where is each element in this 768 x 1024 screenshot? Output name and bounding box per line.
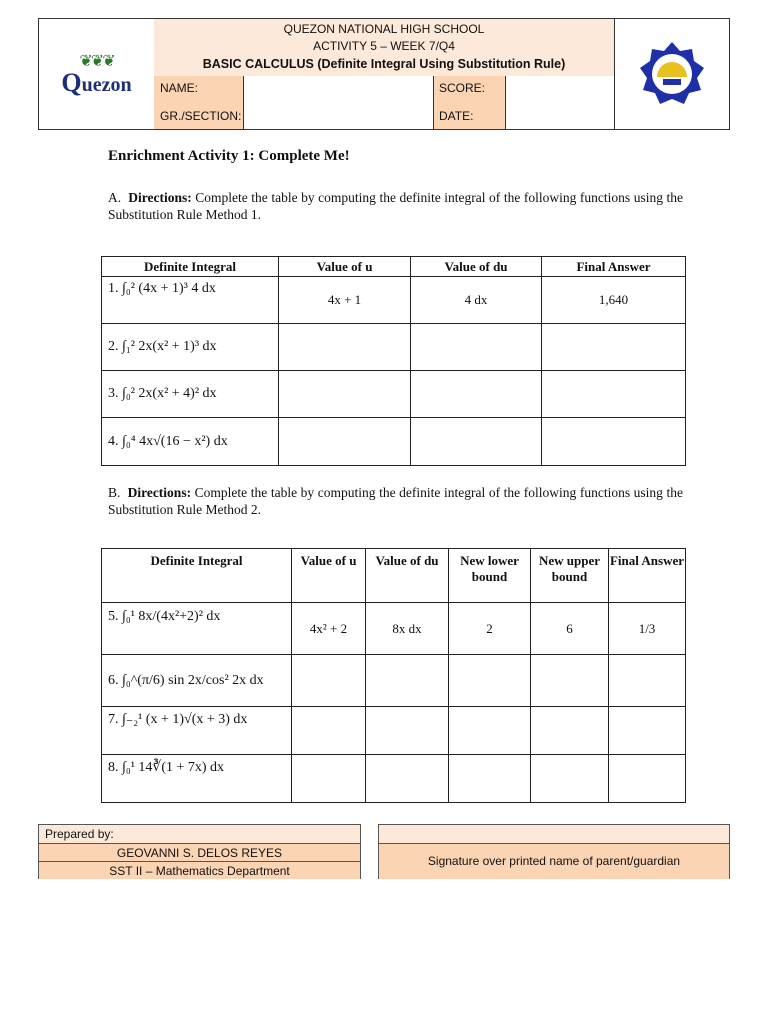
- u-cell[interactable]: [292, 755, 366, 803]
- integral-cell: 7. ∫₋₂¹ (x + 1)√(x + 3) dx: [102, 707, 292, 755]
- answer-cell[interactable]: [542, 418, 686, 466]
- header-info: [154, 19, 615, 129]
- section-label: GR./SECTION:: [160, 109, 242, 123]
- answer-cell[interactable]: [609, 755, 686, 803]
- du-cell[interactable]: 8x dx: [366, 603, 449, 655]
- integral-cell: 6. ∫₀^(π/6) sin 2x/cos² 2x dx: [102, 655, 292, 707]
- lower-bound-cell[interactable]: [449, 655, 531, 707]
- section-letter: A.: [108, 190, 122, 205]
- col-header: New upper bound: [531, 549, 609, 603]
- u-cell[interactable]: [279, 371, 411, 418]
- answer-cell[interactable]: 1,640: [542, 277, 686, 324]
- answer-cell[interactable]: 1/3: [609, 603, 686, 655]
- prepared-by-box: [38, 824, 361, 879]
- u-cell[interactable]: [292, 707, 366, 755]
- prepared-by-label: Prepared by:: [39, 825, 360, 843]
- answer-cell[interactable]: [542, 324, 686, 371]
- score-label: SCORE:: [439, 81, 486, 95]
- directions-a: [108, 189, 683, 223]
- du-cell[interactable]: [411, 418, 542, 466]
- integral-cell: 4. ∫₀⁴ 4x√(16 − x²) dx: [102, 418, 279, 466]
- du-cell[interactable]: [411, 371, 542, 418]
- answer-cell[interactable]: [609, 707, 686, 755]
- signature-box: [378, 824, 730, 879]
- score-field[interactable]: [506, 76, 614, 129]
- date-label: DATE:: [439, 109, 474, 123]
- col-header: Value of du: [411, 257, 542, 277]
- name-label: NAME:: [160, 81, 199, 95]
- u-cell[interactable]: [279, 324, 411, 371]
- school-name: QUEZON NATIONAL HIGH SCHOOL: [283, 22, 485, 36]
- answer-cell[interactable]: [609, 655, 686, 707]
- integral-cell: 3. ∫₀² 2x(x² + 4)² dx: [102, 371, 279, 418]
- col-header: Value of u: [279, 257, 411, 277]
- upper-bound-cell[interactable]: [531, 707, 609, 755]
- directions-text: Complete the table by computing the definite integral of the following functions using the Substitution Rule Method 2.: [108, 485, 683, 517]
- directions-label: Directions:: [128, 190, 192, 205]
- du-cell[interactable]: [366, 655, 449, 707]
- deped-quezon-logo: ❦❦❦ Quezon: [39, 19, 155, 129]
- activity-label: ACTIVITY 5 – WEEK 7/Q4: [313, 39, 455, 53]
- teacher-name: GEOVANNI S. DELOS REYES: [39, 843, 360, 861]
- table-row: [102, 371, 686, 418]
- activity-title: Enrichment Activity 1: Complete Me!: [108, 148, 350, 164]
- du-cell[interactable]: [366, 707, 449, 755]
- name-field[interactable]: [244, 76, 433, 129]
- integral-cell: 2. ∫₁² 2x(x² + 1)³ dx: [102, 324, 279, 371]
- upper-bound-cell[interactable]: 6: [531, 603, 609, 655]
- directions-b: [108, 484, 683, 518]
- signature-line[interactable]: [379, 825, 729, 843]
- seal-icon: [639, 41, 705, 107]
- col-header: Definite Integral: [102, 549, 292, 603]
- integral-cell: 8. ∫₀¹ 14∛(1 + 7x) dx: [102, 755, 292, 803]
- section-letter: B.: [108, 485, 121, 500]
- lower-bound-cell[interactable]: [449, 707, 531, 755]
- header-box: [38, 18, 730, 130]
- u-cell[interactable]: 4x + 1: [279, 277, 411, 324]
- table-row: [102, 603, 686, 655]
- table-row: [102, 324, 686, 371]
- u-cell[interactable]: 4x² + 2: [292, 603, 366, 655]
- leaf-icon: ❦❦❦: [79, 53, 114, 70]
- table-row: [102, 655, 686, 707]
- table-row: [102, 277, 686, 324]
- signature-label: Signature over printed name of parent/guardian: [379, 843, 729, 879]
- lower-bound-cell[interactable]: [449, 755, 531, 803]
- col-header: Final Answer: [609, 549, 686, 603]
- answer-cell[interactable]: [542, 371, 686, 418]
- col-header: Final Answer: [542, 257, 686, 277]
- col-header: New lower bound: [449, 549, 531, 603]
- col-header: Value of u: [292, 549, 366, 603]
- school-seal-logo: [614, 19, 729, 129]
- lower-bound-cell[interactable]: 2: [449, 603, 531, 655]
- col-header: Value of du: [366, 549, 449, 603]
- teacher-position: SST II – Mathematics Department: [39, 861, 360, 879]
- table-row: [102, 418, 686, 466]
- u-cell[interactable]: [292, 655, 366, 707]
- upper-bound-cell[interactable]: [531, 755, 609, 803]
- subject-title: BASIC CALCULUS (Definite Integral Using Substitution Rule): [202, 57, 566, 71]
- du-cell[interactable]: [411, 324, 542, 371]
- table-row: [102, 755, 686, 803]
- du-cell[interactable]: 4 dx: [411, 277, 542, 324]
- table-method-1: [101, 256, 686, 466]
- directions-text: Complete the table by computing the definite integral of the following functions using the Substitution Rule Method 1.: [108, 190, 683, 222]
- table-method-2: [101, 548, 686, 803]
- du-cell[interactable]: [366, 755, 449, 803]
- u-cell[interactable]: [279, 418, 411, 466]
- integral-cell: 5. ∫₀¹ 8x/(4x²+2)² dx: [102, 603, 292, 655]
- directions-label: Directions:: [127, 485, 192, 500]
- table-row: [102, 707, 686, 755]
- integral-cell: 1. ∫₀² (4x + 1)³ 4 dx: [102, 277, 279, 324]
- upper-bound-cell[interactable]: [531, 655, 609, 707]
- col-header: Definite Integral: [102, 257, 279, 277]
